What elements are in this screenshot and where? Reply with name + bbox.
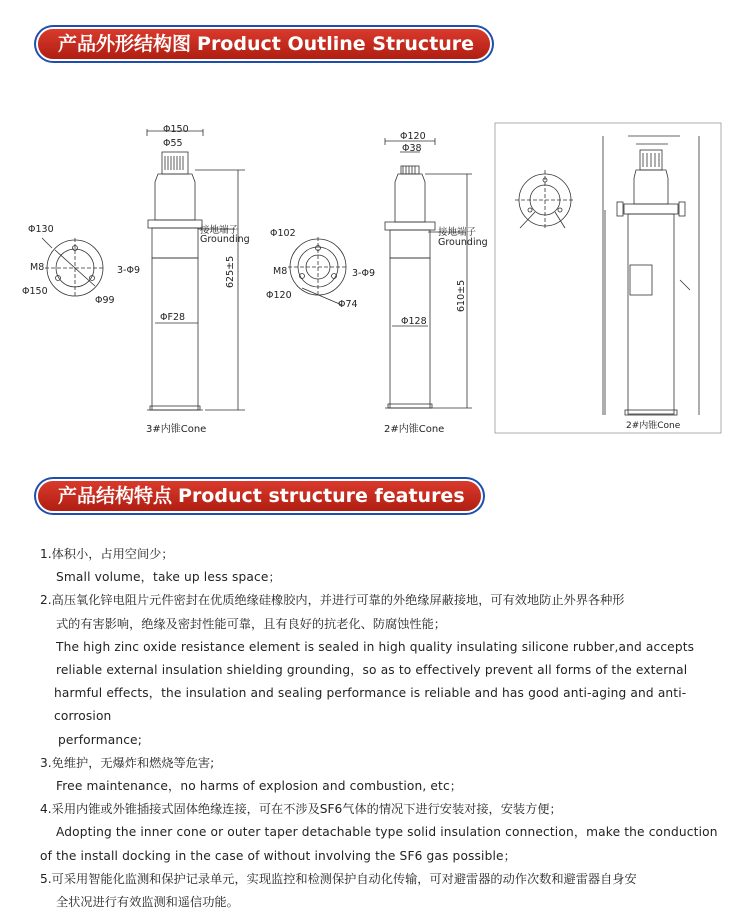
feature-en: Adopting the inner cone or outer taper detachable type solid insulation connection，make the conduction [56,825,718,840]
section-banner-outline [38,29,490,59]
feature-number: 2. [40,593,52,608]
feature-item [40,752,720,798]
dim-left-circle-holes: 3-Φ9 [117,265,140,276]
feature-cn-cont: 全状况进行有效监测和遥信功能。 [56,895,239,910]
feature-cn: 体积小，占用空间少； [51,547,174,561]
feature-cn: 免维护，无爆炸和燃烧等危害; [51,755,215,770]
dim-left-top-outer: Φ150 [163,124,189,135]
dim-left-top-inner: Φ55 [163,138,183,149]
dim-middle-top-outer: Φ120 [400,131,426,142]
dim-middle-circle-pcd: Φ74 [338,299,358,310]
feature-number: 4. [40,802,52,817]
dim-middle-grounding-cn: 接地端子 [438,227,477,238]
feature-en: reliable external insulation shielding grounding，so as to effectively prevent all forms of the external [56,663,688,678]
feature-number: 1. [40,547,52,561]
feature-cn: 采用内锥或外锥插接式固体绝缘连接，可在不涉及SF6气体的情况下进行安装对接，安装方便； [51,802,562,817]
dim-left-circle-pcd: Φ99 [95,295,115,306]
dim-middle-grounding-en: Grounding [438,237,488,248]
section-banner-features [38,481,481,511]
feature-item [40,868,720,914]
section-title-cn: 产品外形结构图 [58,33,192,55]
section-title-en: Product structure features [178,485,465,507]
feature-en: performance; [58,732,142,747]
technical-drawing [0,100,750,445]
dim-middle-height: 610±5 [456,279,467,312]
dim-middle-body: Φ128 [401,316,427,327]
dim-middle-circle-bottom: Φ120 [266,290,292,301]
middle-drawing [288,138,472,408]
dim-middle-circle-holes: 3-Φ9 [352,268,375,279]
feature-item [40,543,720,589]
feature-number: 5. [40,871,52,886]
feature-en: The high zinc oxide resistance element is sealed in high quality insulating silicone rubber,and accepts [56,639,695,654]
dim-left-circle-outer: Φ130 [28,224,54,235]
caption-middle: 2#内锥Cone [384,424,445,435]
feature-en: harmful effects，the insulation and sealing performance is reliable and has good anti-aging and anti-corrosion [54,686,687,724]
feature-cn: 可采用智能化监测和保护记录单元，实现监控和检测保护自动化传输，可对避雷器的动作次数和避雷器自身安 [51,871,637,886]
feature-cn: 高压氧化锌电阻片元件密封在优质绝缘硅橡胶内，并进行可靠的外绝缘屏蔽接地，可有效地防止外界各种形 [51,593,625,608]
caption-right: 2#内锥Cone [626,421,681,431]
dim-left-circle-m: M8 [30,262,45,273]
feature-en: Free maintenance，no harms of explosion and combustion, etc； [56,779,463,794]
feature-item [40,589,720,751]
dim-left-grounding-en: Grounding [200,234,250,245]
dim-left-height: 625±5 [225,255,236,288]
feature-item [40,798,720,868]
features-list [40,543,720,914]
feature-en: Small volume，take up less space； [56,570,281,585]
dim-middle-circle-m: M8 [273,266,288,277]
dim-middle-circle-outer: Φ102 [270,228,296,239]
section-title-en: Product Outline Structure [197,33,475,55]
dim-left-body: ΦF28 [160,312,186,323]
dim-left-circle-bottom: Φ150 [22,286,48,297]
dim-middle-top-inner: Φ38 [402,143,422,154]
dim-left-grounding-cn: 接地端子 [200,225,239,236]
caption-left: 3#内锥Cone [146,424,207,435]
feature-number: 3. [40,755,52,770]
left-drawing [42,129,245,410]
feature-cn-cont: 式的有害影响，绝缘及密封性能可靠，且有良好的抗老化、防腐蚀性能； [56,616,446,631]
section-title-cn: 产品结构特点 [58,485,173,507]
feature-en: of the install docking in the case of without involving the SF6 gas possible； [40,848,516,863]
right-drawing [495,123,721,433]
